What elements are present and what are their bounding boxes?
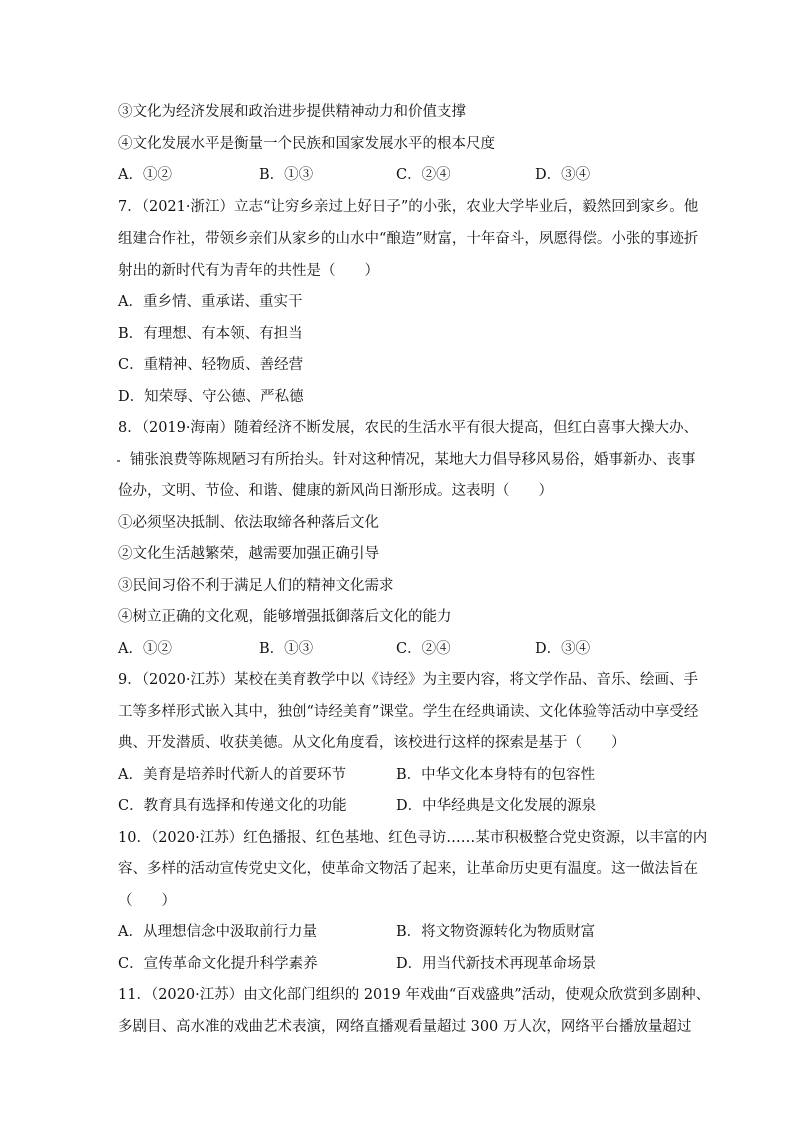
- q6-option-c: C．②④: [396, 167, 451, 183]
- q8-statement-3: ③民间习俗不利于满足人们的精神文化需求: [118, 578, 394, 594]
- q10-stem-line-3: （ ）: [118, 893, 176, 909]
- q10-stem-line-2: 容、多样的活动宣传党史文化，使革命文物活了起来，让革命历史更有温度。这一做法旨在: [118, 861, 698, 877]
- q7-option-a: A．重乡情、重承诺、重实干: [118, 294, 303, 310]
- q7-stem-line-2: 组建合作社，带领乡亲们从家乡的山水中“酿造”财富，十年奋斗，夙愿得偿。小张的事迹折: [118, 231, 699, 247]
- q8-stem-line-3: 俭办，文明、节俭、和谐、健康的新风尚日渐形成。这表明（ ）: [118, 483, 553, 499]
- q9-option-b: B．中华文化本身特有的包容性: [396, 767, 596, 783]
- indent-mark: [117, 460, 120, 462]
- q11-stem-line-2: 多剧目、高水准的戏曲艺术表演，网络直播观看量超过 300 万人次，网络平台播放量超过: [118, 1019, 692, 1035]
- q6-statement-4: ④文化发展水平是衡量一个民族和国家发展水平的根本尺度: [118, 136, 495, 152]
- q9-stem-line-3: 典、开发潜质、收获美德。从文化角度看，该校进行这样的探索是基于（ ）: [118, 735, 626, 751]
- q10-stem-line-1: 10．（2020·江苏）红色播报、红色基地、红色寻访……某市积极整合党史资源，以丰富的内: [118, 830, 708, 846]
- q7-option-c: C．重精神、轻物质、善经营: [118, 357, 304, 373]
- q10-option-c: C．宣传革命文化提升科学素养: [118, 956, 318, 972]
- q7-stem-line-1: 7．（2021·浙江）立志“让穷乡亲过上好日子”的小张，农业大学毕业后，毅然回到家乡。他: [118, 199, 699, 215]
- q6-option-b: B．①③: [259, 167, 314, 183]
- q9-stem-line-1: 9．（2020·江苏）某校在美育教学中以《诗经》为主要内容，将文学作品、音乐、绘画、手: [118, 672, 698, 688]
- q8-statement-2: ②文化生活越繁荣，越需要加强正确引导: [118, 546, 379, 562]
- q6-option-a: A．①②: [118, 167, 172, 183]
- q8-option-c: C．②④: [396, 641, 451, 657]
- q8-stem-line-1: 8．（2019·海南）随着经济不断发展，农民的生活水平有很大提高，但红白喜事大操大办、: [118, 420, 698, 436]
- q8-option-a: A．①②: [118, 641, 172, 657]
- q9-option-d: D．中华经典是文化发展的源泉: [396, 798, 597, 814]
- q7-option-d: D．知荣辱、守公德、严私德: [118, 389, 304, 405]
- q10-option-b: B．将文物资源转化为物质财富: [396, 924, 596, 940]
- q8-statement-4: ④树立正确的文化观，能够增强抵御落后文化的能力: [118, 609, 452, 625]
- q11-stem-line-1: 11．（2020·江苏）由文化部门组织的 2019 年戏曲“百戏盛典”活动，使观众欣赏到多剧种、: [118, 987, 711, 1003]
- q6-option-d: D．③④: [535, 167, 591, 183]
- q10-option-a: A．从理想信念中汲取前行力量: [118, 924, 317, 940]
- q9-option-c: C．教育具有选择和传递文化的功能: [118, 798, 347, 814]
- q6-statement-3: ③文化为经济发展和政治进步提供精神动力和价值支撑: [118, 104, 466, 120]
- q9-stem-line-2: 工等多样形式嵌入其中，独创“诗经美育”课堂。学生在经典诵读、文化体验等活动中享受经: [118, 704, 699, 720]
- q8-statement-1: ①必须坚决抵制、依法取缔各种落后文化: [118, 515, 379, 531]
- q7-stem-line-3: 射出的新时代有为青年的共性是（ ）: [118, 263, 379, 279]
- q8-stem-line-2: 铺张浪费等陈规陋习有所抬头。针对这种情况，某地大力倡导移风易俗，婚事新办、丧事: [130, 452, 696, 468]
- q9-option-a: A．美育是培养时代新人的首要环节: [118, 767, 346, 783]
- q10-option-d: D．用当代新技术再现革命场景: [396, 956, 597, 972]
- q8-option-b: B．①③: [259, 641, 314, 657]
- q7-option-b: B．有理想、有本领、有担当: [118, 326, 303, 342]
- q8-option-d: D．③④: [535, 641, 591, 657]
